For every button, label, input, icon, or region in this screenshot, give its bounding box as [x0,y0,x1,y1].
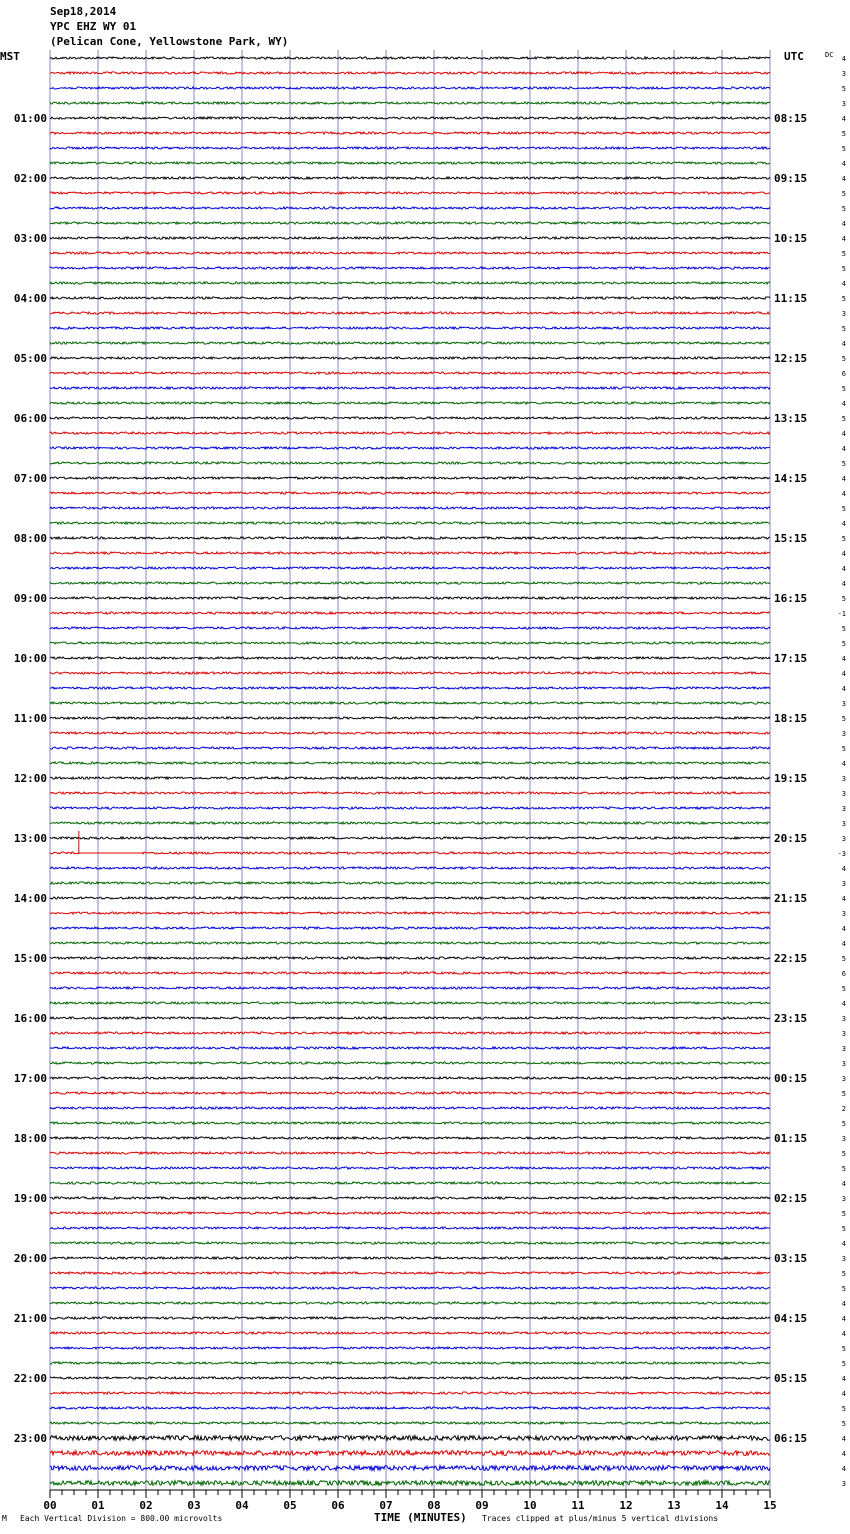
dc-offset-label: 3 [841,1480,846,1488]
trace-line [50,72,770,74]
station-code: YPC EHZ WY 01 [50,20,137,33]
dc-offset-label: 5 [841,1225,846,1233]
trace-line [50,1062,770,1064]
trace-line [50,1077,770,1079]
utc-hour-label: 18:15 [774,712,808,725]
trace-line [50,132,770,134]
x-tick-label: 09 [475,1499,489,1512]
dc-offset-label: 4 [841,1465,846,1473]
dc-offset-label: 4 [841,445,846,453]
dc-offset-label: 4 [841,55,846,63]
trace-line [50,1347,770,1349]
dc-offset-label: 4 [841,1435,846,1443]
dc-offset-label: 5 [841,415,846,423]
dc-offset-label: 3 [841,835,846,843]
dc-offset-label: 5 [841,355,846,363]
x-axis-title: TIME (MINUTES) [374,1511,467,1524]
trace-line [50,762,770,764]
dc-offset-label: 4 [841,115,846,123]
trace-line [50,1332,770,1334]
trace-line [50,957,770,959]
dc-offset-label: 5 [841,295,846,303]
dc-offset-label: 4 [841,1450,846,1458]
trace-line [50,522,770,524]
dc-offset-label: 4 [841,175,846,183]
trace-line [50,1032,770,1034]
trace-line [50,312,770,314]
trace-line [50,537,770,539]
trace-line [50,927,770,929]
mst-hour-label: 20:00 [13,1252,47,1265]
mst-hour-label: 14:00 [13,892,47,905]
dc-offset-label: 3 [841,820,846,828]
x-tick-label: 15 [763,1499,777,1512]
trace-line [50,1257,770,1259]
mst-hour-label: 03:00 [13,232,47,245]
trace-line [50,372,770,374]
dc-offset-label: 5 [841,1345,846,1353]
trace-line [50,87,770,89]
trace-line [50,1182,770,1184]
mst-hour-label: 05:00 [13,352,47,365]
dc-offset-label: 5 [841,85,846,93]
clipping-note: Traces clipped at plus/minus 5 vertical divisions [482,1514,719,1523]
trace-line [50,987,770,989]
trace-line [50,1287,770,1289]
dc-offset-label: 3 [841,730,846,738]
left-timezone-label: MST [0,50,20,63]
utc-hour-label: 15:15 [774,532,808,545]
trace-line [50,582,770,584]
mst-hour-label: 18:00 [13,1132,47,1145]
dc-offset-label: 3 [841,805,846,813]
dc-offset-label: 4 [841,670,846,678]
dc-offset-label: 3 [841,1255,846,1263]
dc-offset-label: 3 [841,70,846,78]
dc-offset-label: 4 [841,565,846,573]
trace-line [50,1466,770,1471]
dc-offset-label: 5 [841,1090,846,1098]
trace-line [50,102,770,104]
dc-offset-label: 4 [841,1390,846,1398]
dc-offset-label: 4 [841,520,846,528]
dc-offset-label: 5 [841,1270,846,1278]
dc-offset-label: 5 [841,745,846,753]
dc-offset-label: 5 [841,1150,846,1158]
trace-line [50,552,770,554]
dc-offset-label: 4 [841,220,846,228]
dc-offset-label: 4 [841,430,846,438]
dc-offset-label: 4 [841,475,846,483]
trace-line [50,342,770,344]
dc-offset-label: 3 [841,880,846,888]
dc-offset-label: 4 [841,1375,846,1383]
dc-offset-label: 3 [841,700,846,708]
trace-line [50,1002,770,1004]
utc-hour-label: 04:15 [774,1312,808,1325]
trace-line [50,417,770,419]
trace-line [50,282,770,284]
mst-hour-label: 06:00 [13,412,47,425]
trace-line [50,252,770,254]
trace-line [50,1422,770,1424]
dc-offset-label: -1 [837,610,846,618]
trace-line [50,1137,770,1139]
mst-hour-label: 13:00 [13,832,47,845]
utc-hour-label: 00:15 [774,1072,808,1085]
trace-line [50,912,770,914]
x-tick-label: 00 [43,1499,57,1512]
dc-offset-label: 4 [841,235,846,243]
x-tick-label: 06 [331,1499,345,1512]
trace-line [50,972,770,974]
dc-offset-label: 4 [841,865,846,873]
trace-line [50,852,770,854]
utc-hour-label: 19:15 [774,772,808,785]
dc-offset-label: 3 [841,310,846,318]
dc-offset-label: 4 [841,655,846,663]
dc-offset-label: 5 [841,535,846,543]
mst-hour-label: 15:00 [13,952,47,965]
dc-offset-label: 3 [841,775,846,783]
trace-line [50,657,770,659]
trace-line [50,402,770,404]
trace-line [50,492,770,494]
dc-offset-label: 4 [841,280,846,288]
trace-line [50,672,770,674]
dc-offset-label: 4 [841,1300,846,1308]
dc-offset-label: 4 [841,685,846,693]
x-tick-label: 08 [427,1499,441,1512]
trace-line [50,1092,770,1094]
mst-hour-label: 23:00 [13,1432,47,1445]
x-tick-label: 05 [283,1499,297,1512]
utc-hour-label: 11:15 [774,292,808,305]
dc-offset-label: 4 [841,1000,846,1008]
trace-line [50,147,770,149]
trace-line [50,717,770,719]
trace-line [50,882,770,884]
mst-hour-label: 19:00 [13,1192,47,1205]
trace-line [50,627,770,629]
utc-hour-label: 05:15 [774,1372,808,1385]
trace-line [50,642,770,644]
trace-line [50,507,770,509]
trace-line [50,732,770,734]
dc-offset-label: -3 [837,850,846,858]
utc-hour-label: 08:15 [774,112,808,125]
utc-hour-label: 13:15 [774,412,808,425]
dc-offset-label: 4 [841,1330,846,1338]
dc-offset-label: 4 [841,490,846,498]
trace-line [50,57,770,59]
x-tick-label: 14 [715,1499,729,1512]
trace-line [50,1242,770,1244]
trace-line [50,1227,770,1229]
x-tick-label: 13 [667,1499,681,1512]
utc-hour-label: 14:15 [774,472,808,485]
dc-offset-label: 4 [841,550,846,558]
trace-line [50,432,770,434]
dc-offset-label: 5 [841,130,846,138]
dc-offset-label: 5 [841,505,846,513]
trace-line [50,1167,770,1169]
dc-offset-label: 5 [841,190,846,198]
trace-line [50,837,770,839]
dc-offset-label: 4 [841,160,846,168]
dc-offset-label: 5 [841,625,846,633]
dc-column-label: DC [825,51,834,59]
trace-line [50,297,770,299]
dc-offset-label: 3 [841,1060,846,1068]
trace-line [50,462,770,464]
trace-line [50,612,770,614]
trace-line [50,177,770,179]
dc-offset-label: 3 [841,100,846,108]
dc-offset-label: 4 [841,340,846,348]
x-tick-label: 10 [523,1499,537,1512]
x-tick-label: 03 [187,1499,201,1512]
dc-offset-label: 4 [841,940,846,948]
trace-line [50,942,770,944]
trace-line [50,162,770,164]
x-tick-label: 12 [619,1499,633,1512]
trace-line [50,777,770,779]
corner-mark: M [2,1514,7,1523]
utc-hour-label: 12:15 [774,352,808,365]
dc-offset-label: 4 [841,400,846,408]
mst-hour-label: 02:00 [13,172,47,185]
mst-hour-label: 07:00 [13,472,47,485]
utc-hour-label: 22:15 [774,952,808,965]
trace-line [50,1407,770,1409]
trace-line [50,747,770,749]
trace-line [50,1302,770,1304]
mst-hour-label: 21:00 [13,1312,47,1325]
mst-hour-label: 09:00 [13,592,47,605]
dc-offset-label: 5 [841,595,846,603]
trace-line [50,267,770,269]
dc-offset-label: 4 [841,1315,846,1323]
dc-offset-label: 3 [841,1030,846,1038]
dc-offset-label: 5 [841,715,846,723]
dc-offset-label: 2 [841,1105,846,1113]
trace-line [50,387,770,389]
dc-offset-label: 4 [841,760,846,768]
utc-hour-label: 03:15 [774,1252,808,1265]
x-tick-label: 02 [139,1499,153,1512]
trace-line [50,222,770,224]
utc-hour-label: 01:15 [774,1132,808,1145]
dc-offset-label: 3 [841,1195,846,1203]
dc-offset-label: 5 [841,205,846,213]
utc-hour-label: 17:15 [774,652,808,665]
dc-offset-label: 5 [841,460,846,468]
right-timezone-label: UTC [784,50,804,63]
dc-offset-label: 3 [841,1135,846,1143]
trace-line [50,117,770,119]
trace-line [50,822,770,824]
trace-line [50,1152,770,1154]
trace-line [50,1317,770,1319]
trace-line [50,867,770,869]
trace-line [50,1212,770,1214]
trace-line [50,1451,770,1456]
trace-line [50,1392,770,1394]
mst-hour-label: 11:00 [13,712,47,725]
dc-offset-label: 5 [841,1165,846,1173]
dc-offset-label: 5 [841,1420,846,1428]
dc-offset-label: 3 [841,1045,846,1053]
dc-offset-label: 5 [841,385,846,393]
x-tick-label: 07 [379,1499,393,1512]
mst-hour-label: 16:00 [13,1012,47,1025]
mst-hour-label: 17:00 [13,1072,47,1085]
trace-line [50,237,770,239]
trace-line [50,597,770,599]
trace-line [50,807,770,809]
trace-line [50,477,770,479]
plot-date: Sep18,2014 [50,5,117,18]
dc-offset-label: 5 [841,145,846,153]
x-tick-label: 04 [235,1499,249,1512]
dc-offset-label: 4 [841,925,846,933]
station-location: (Pelican Cone, Yellowstone Park, WY) [50,35,289,48]
trace-line [50,687,770,689]
utc-hour-label: 10:15 [774,232,808,245]
x-tick-label: 01 [91,1499,105,1512]
mst-hour-label: 22:00 [13,1372,47,1385]
dc-offset-label: 5 [841,1120,846,1128]
trace-line [50,1122,770,1124]
dc-offset-label: 6 [841,970,846,978]
trace-line [50,1481,770,1486]
trace-line [50,447,770,449]
dc-offset-label: 5 [841,1210,846,1218]
trace-line [50,1017,770,1019]
utc-hour-label: 06:15 [774,1432,808,1445]
dc-offset-label: 5 [841,265,846,273]
utc-hour-label: 02:15 [774,1192,808,1205]
dc-offset-label: 5 [841,1285,846,1293]
utc-hour-label: 09:15 [774,172,808,185]
trace-line [50,1362,770,1364]
mst-hour-label: 04:00 [13,292,47,305]
trace-line [50,1272,770,1274]
dc-offset-label: 5 [841,955,846,963]
dc-offset-label: 3 [841,1015,846,1023]
dc-offset-label: 4 [841,1240,846,1248]
trace-line [50,327,770,329]
dc-offset-label: 5 [841,985,846,993]
trace-line [50,1436,770,1441]
vertical-division-note: Each Vertical Division = 800.00 microvolts [20,1514,223,1523]
dc-offset-label: 6 [841,370,846,378]
dc-offset-label: 3 [841,910,846,918]
utc-hour-label: 23:15 [774,1012,808,1025]
dc-offset-label: 5 [841,640,846,648]
utc-hour-label: 20:15 [774,832,808,845]
dc-offset-label: 4 [841,1180,846,1188]
trace-line [50,1107,770,1109]
dc-offset-label: 5 [841,250,846,258]
dc-offset-label: 3 [841,1075,846,1083]
utc-hour-label: 21:15 [774,892,808,905]
dc-offset-label: 5 [841,325,846,333]
mst-hour-label: 01:00 [13,112,47,125]
dc-offset-label: 4 [841,895,846,903]
trace-line [50,1047,770,1049]
trace-line [50,702,770,704]
x-tick-label: 11 [571,1499,585,1512]
dc-offset-label: 3 [841,790,846,798]
dc-offset-label: 4 [841,580,846,588]
mst-hour-label: 08:00 [13,532,47,545]
dc-offset-label: 5 [841,1405,846,1413]
mst-hour-label: 12:00 [13,772,47,785]
trace-line [50,567,770,569]
trace-line [50,792,770,794]
trace-line [50,1377,770,1379]
trace-line [50,192,770,194]
mst-hour-label: 10:00 [13,652,47,665]
dc-offset-label: 5 [841,1360,846,1368]
trace-line [50,357,770,359]
trace-line [50,897,770,899]
trace-line [50,207,770,209]
trace-line [50,1197,770,1199]
utc-hour-label: 16:15 [774,592,808,605]
